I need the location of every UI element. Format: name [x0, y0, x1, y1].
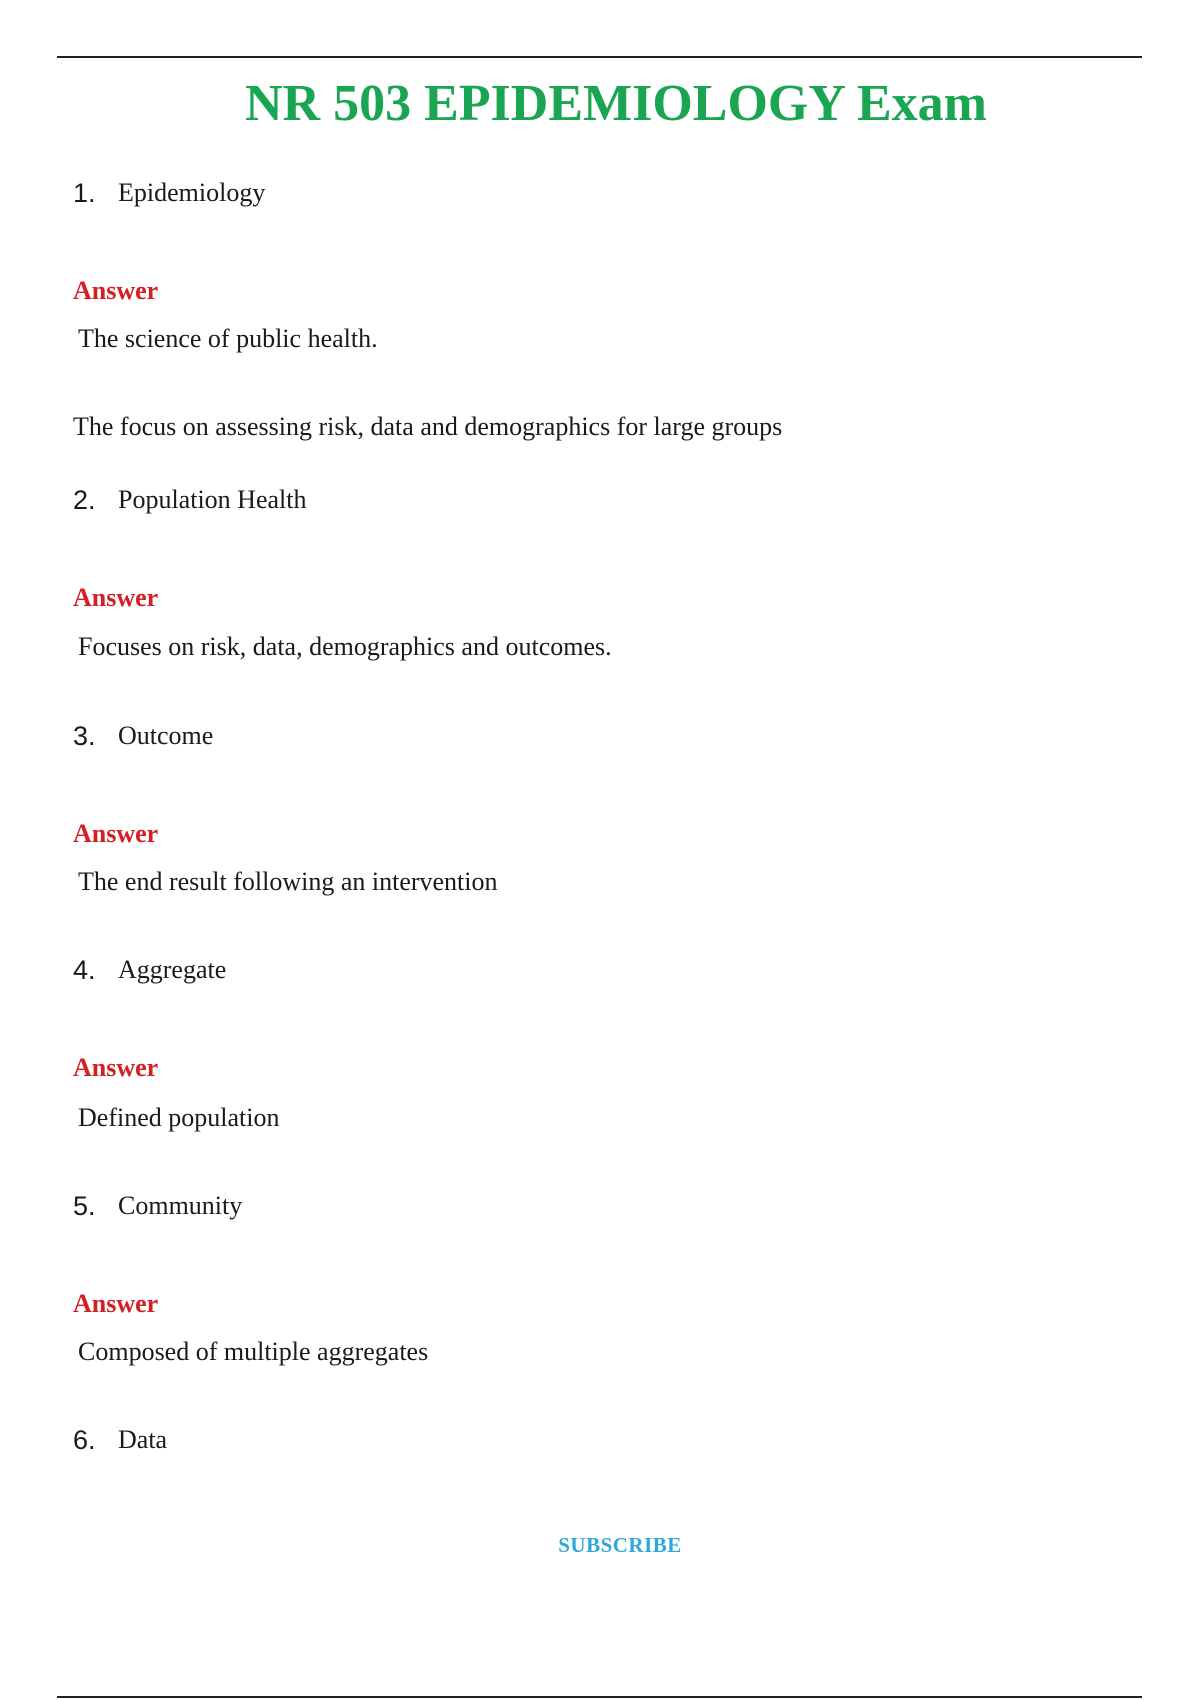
question-2	[73, 480, 306, 520]
question-4	[73, 950, 226, 990]
answer-label: Answer	[73, 1289, 159, 1318]
bottom-rule	[57, 1696, 1142, 1698]
answer-label: Answer	[73, 583, 159, 612]
answer-label: Answer	[73, 276, 159, 305]
subscribe-link[interactable]: SUBSCRIBE	[558, 1533, 682, 1557]
answer-label: Answer	[73, 819, 159, 848]
document-title: NR 503 EPIDEMIOLOGY Exam	[245, 75, 987, 132]
question-term: Community	[118, 1191, 243, 1220]
question-term: Epidemiology	[118, 178, 266, 207]
question-term: Data	[118, 1425, 168, 1454]
question-6	[73, 1420, 167, 1460]
top-rule	[57, 56, 1142, 58]
question-5	[73, 1186, 242, 1226]
question-number: 5.	[73, 1190, 96, 1221]
question-1	[73, 173, 265, 213]
answer-text: Defined population	[78, 1103, 280, 1132]
question-3	[73, 716, 213, 756]
question-number: 6.	[73, 1424, 96, 1455]
question-number: 4.	[73, 954, 96, 985]
question-number: 1.	[73, 177, 96, 208]
answer-text: The science of public health.	[78, 324, 378, 353]
question-term: Population Health	[118, 485, 307, 514]
question-number: 2.	[73, 484, 96, 515]
answer-label: Answer	[73, 1053, 159, 1082]
answer-extra-text: The focus on assessing risk, data and demographics for large groups	[73, 412, 783, 441]
answer-text: Focuses on risk, data, demographics and outcomes.	[78, 632, 612, 661]
question-term: Aggregate	[118, 955, 227, 984]
answer-text: The end result following an intervention	[78, 867, 498, 896]
question-number: 3.	[73, 720, 96, 751]
question-term: Outcome	[118, 721, 214, 750]
answer-text: Composed of multiple aggregates	[78, 1337, 429, 1366]
